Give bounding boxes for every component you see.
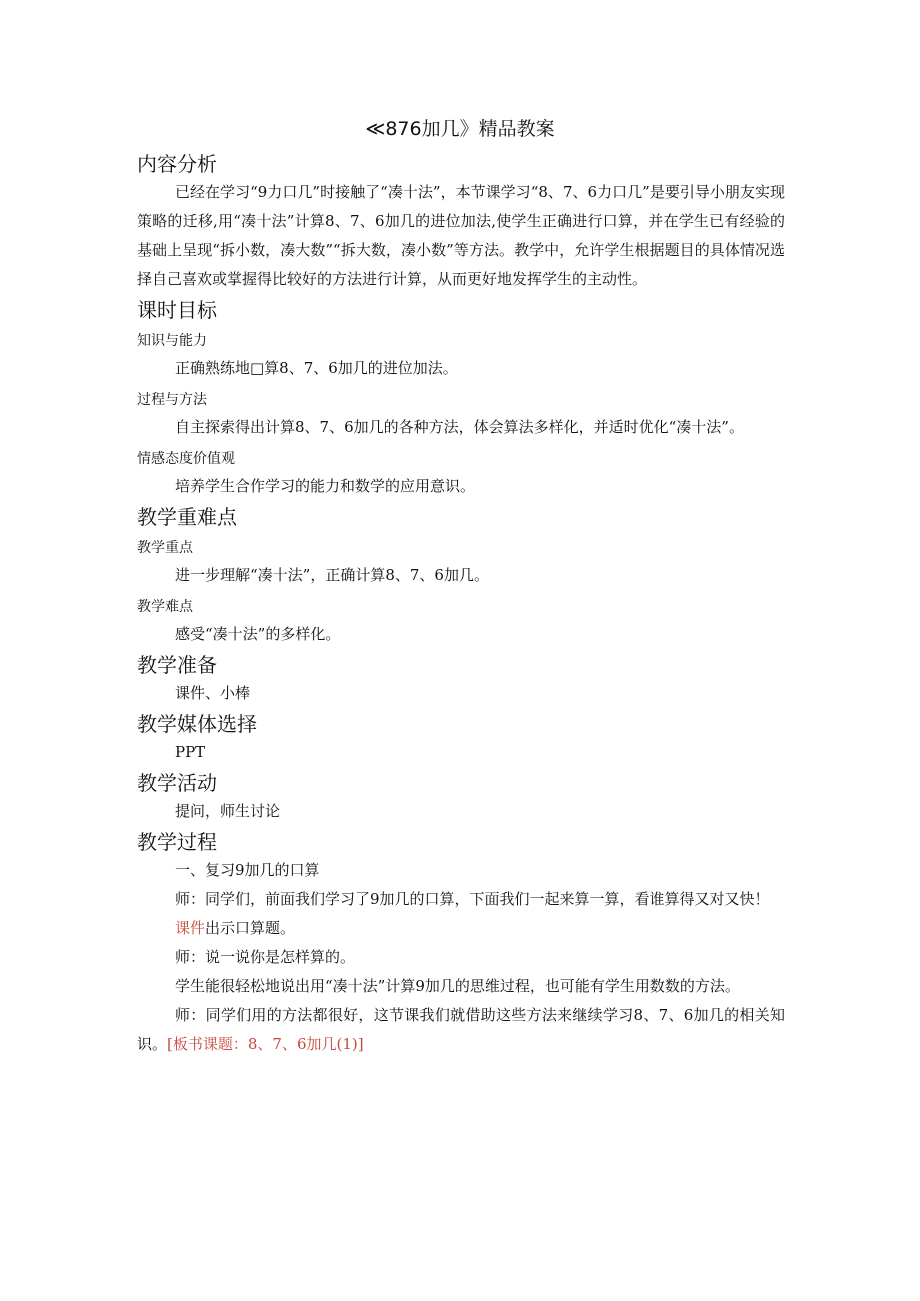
- content-analysis-paragraph: 已经在学习“9力口几”时接触了“凑十法”，本节课学习“8、7、6力口几”是要引导小朋友实现策略的迁移,用“凑十法”计算8、7、6加几的进位加法,使学生正确进行口算，并在学生已有经验的基础上呈现“拆小数，凑大数”“拆大数，凑小数”等方法。教学中，允许学生根据题目的具体情况选择自己喜欢或掌握得比较好的方法进行计算，从而更好地发挥学生的主动性。: [137, 183, 785, 288]
- process-paragraph-4: 学生能很轻松地说出用“凑十法”计算9加几的思维过程，也可能有学生用数数的方法。: [175, 977, 740, 995]
- label-process-method: 过程与方法: [137, 392, 207, 408]
- knowledge-text: 正确熟练地□算8、7、6加几的进位加法。: [175, 359, 458, 377]
- heading-content-analysis: 内容分析: [137, 152, 217, 176]
- label-difficulty: 教学难点: [137, 599, 193, 615]
- process-paragraph-1: 师：同学们，前面我们学习了9加几的口算，下面我们一起来算一算，看谁算得又对又快！: [175, 890, 770, 908]
- label-focus: 教学重点: [137, 540, 193, 556]
- heading-objectives: 课时目标: [137, 298, 217, 322]
- process-paragraph-5: [137, 1001, 785, 1059]
- heading-activity: 教学活动: [137, 771, 217, 795]
- process-paragraph-2-rest: 出示口算题。: [205, 919, 296, 937]
- courseware-highlight: 课件: [175, 919, 206, 937]
- preparation-text: 课件、小棒: [175, 684, 251, 702]
- label-knowledge: 知识与能力: [137, 333, 207, 349]
- process-paragraph-5-main: 师：同学们用的方法都很好，这节课我们就借助这些方法来继续学习8、7、6加几的相关知识。: [137, 1006, 785, 1053]
- emotion-text: 培养学生合作学习的能力和数学的应用意识。: [175, 477, 476, 495]
- document-body: [137, 150, 785, 1059]
- focus-text: 进一步理解“凑十法”，正确计算8、7、6加几。: [175, 566, 489, 584]
- process-step-1: 一、复习9加几的口算: [175, 861, 320, 879]
- process-paragraph-3: 师：说一说你是怎样算的。: [175, 948, 356, 966]
- label-emotion: 情感态度价值观: [137, 451, 235, 467]
- blackboard-title-note: [板书课题：8、7、6加几(1)]: [167, 1035, 364, 1053]
- process-paragraph-2: [137, 914, 785, 943]
- activity-text: 提问，师生讨论: [175, 802, 281, 820]
- document-title: ≪876加几》精品教案: [365, 118, 555, 140]
- media-text: PPT: [175, 743, 206, 761]
- process-method-text: 自主探索得出计算8、7、6加几的各种方法，体会算法多样化，并适时优化“凑十法”。: [175, 418, 744, 436]
- heading-process: 教学过程: [137, 830, 217, 854]
- heading-key-points: 教学重难点: [137, 505, 237, 529]
- heading-media: 教学媒体选择: [137, 712, 257, 736]
- difficulty-text: 感受“凑十法”的多样化。: [175, 625, 341, 643]
- heading-preparation: 教学准备: [137, 653, 217, 677]
